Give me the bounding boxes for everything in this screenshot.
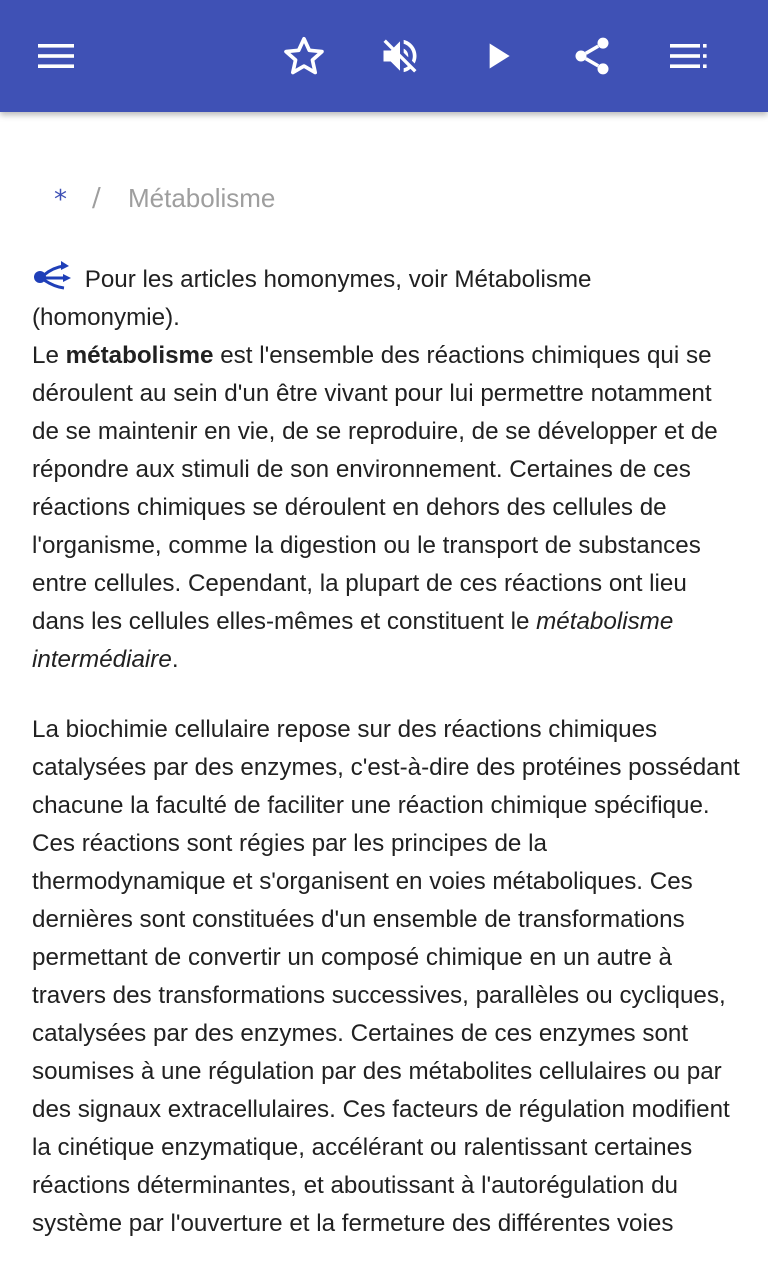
breadcrumb-current-page: Métabolisme bbox=[128, 183, 276, 213]
paragraph-biochemistry: La biochimie cellulaire repose sur des réactions chimiques catalysées par des enzymes, c'est-à-dire des protéines possédant chacune la faculté de faciliter une réaction chimique spécifique. Ces réactions sont régies par les principes de la thermodynamique et s'organisent en voies métaboliques. Ces dernières sont constituées d'un ensemble de transformations permettant de convertir un composé chimique en un autre à travers des transformations successives, parallèles ou cycliques, catalysées par des enzymes. Certaines de ces enzymes sont soumises à une régulation par des métabolites cellulaires ou par des signaux extracellulaires. Ces facteurs de régulation modifient la cinétique enzymatique, accélérant ou ralentissant certaines réactions déterminantes, et aboutissant à l'autorégulation du système par l'ouverture et la fermeture des différentes voies bbox=[32, 716, 740, 1237]
play-icon[interactable] bbox=[466, 24, 530, 88]
breadcrumb-separator: / bbox=[92, 183, 101, 213]
article-body bbox=[32, 260, 740, 1243]
breadcrumb-home-link[interactable]: * bbox=[54, 185, 67, 215]
intro-term: métabolisme bbox=[65, 342, 214, 369]
volume-off-icon[interactable] bbox=[368, 24, 432, 88]
star-outline-icon[interactable] bbox=[272, 24, 336, 88]
disambiguation-icon bbox=[32, 260, 72, 290]
hatnote bbox=[32, 260, 740, 337]
share-icon[interactable] bbox=[560, 24, 624, 88]
intro-lead-text: Le bbox=[32, 342, 66, 369]
paragraph-intro bbox=[32, 337, 740, 679]
app-bar bbox=[0, 0, 768, 112]
intro-italic-term: métabolisme intermédiaire bbox=[32, 608, 674, 673]
intro-body-text: est l'ensemble des réactions chimiques qui se déroulent au sein d'un être vivant pour lui permettre notamment de se maintenir en vie, de se reproduire, de se développer et de répondre aux stimuli de son environnement. Certaines de ces réactions chimiques se déroulent en dehors des cellules de l'organisme, comme la digestion ou le transport de substances entre cellules. Cependant, la plupart de ces réactions ont lieu dans les cellules elles-mêmes et constituent le bbox=[32, 342, 718, 635]
list-icon[interactable] bbox=[656, 24, 720, 88]
breadcrumb bbox=[0, 178, 768, 218]
article-content bbox=[0, 112, 768, 1280]
hatnote-end: . bbox=[173, 304, 180, 331]
hatnote-text: Pour les articles homonymes, voir bbox=[78, 266, 455, 293]
hamburger-menu-icon[interactable] bbox=[24, 24, 88, 88]
intro-end-text: . bbox=[171, 646, 179, 673]
hatnote-link[interactable]: Métabolisme (homonymie) bbox=[32, 266, 592, 331]
